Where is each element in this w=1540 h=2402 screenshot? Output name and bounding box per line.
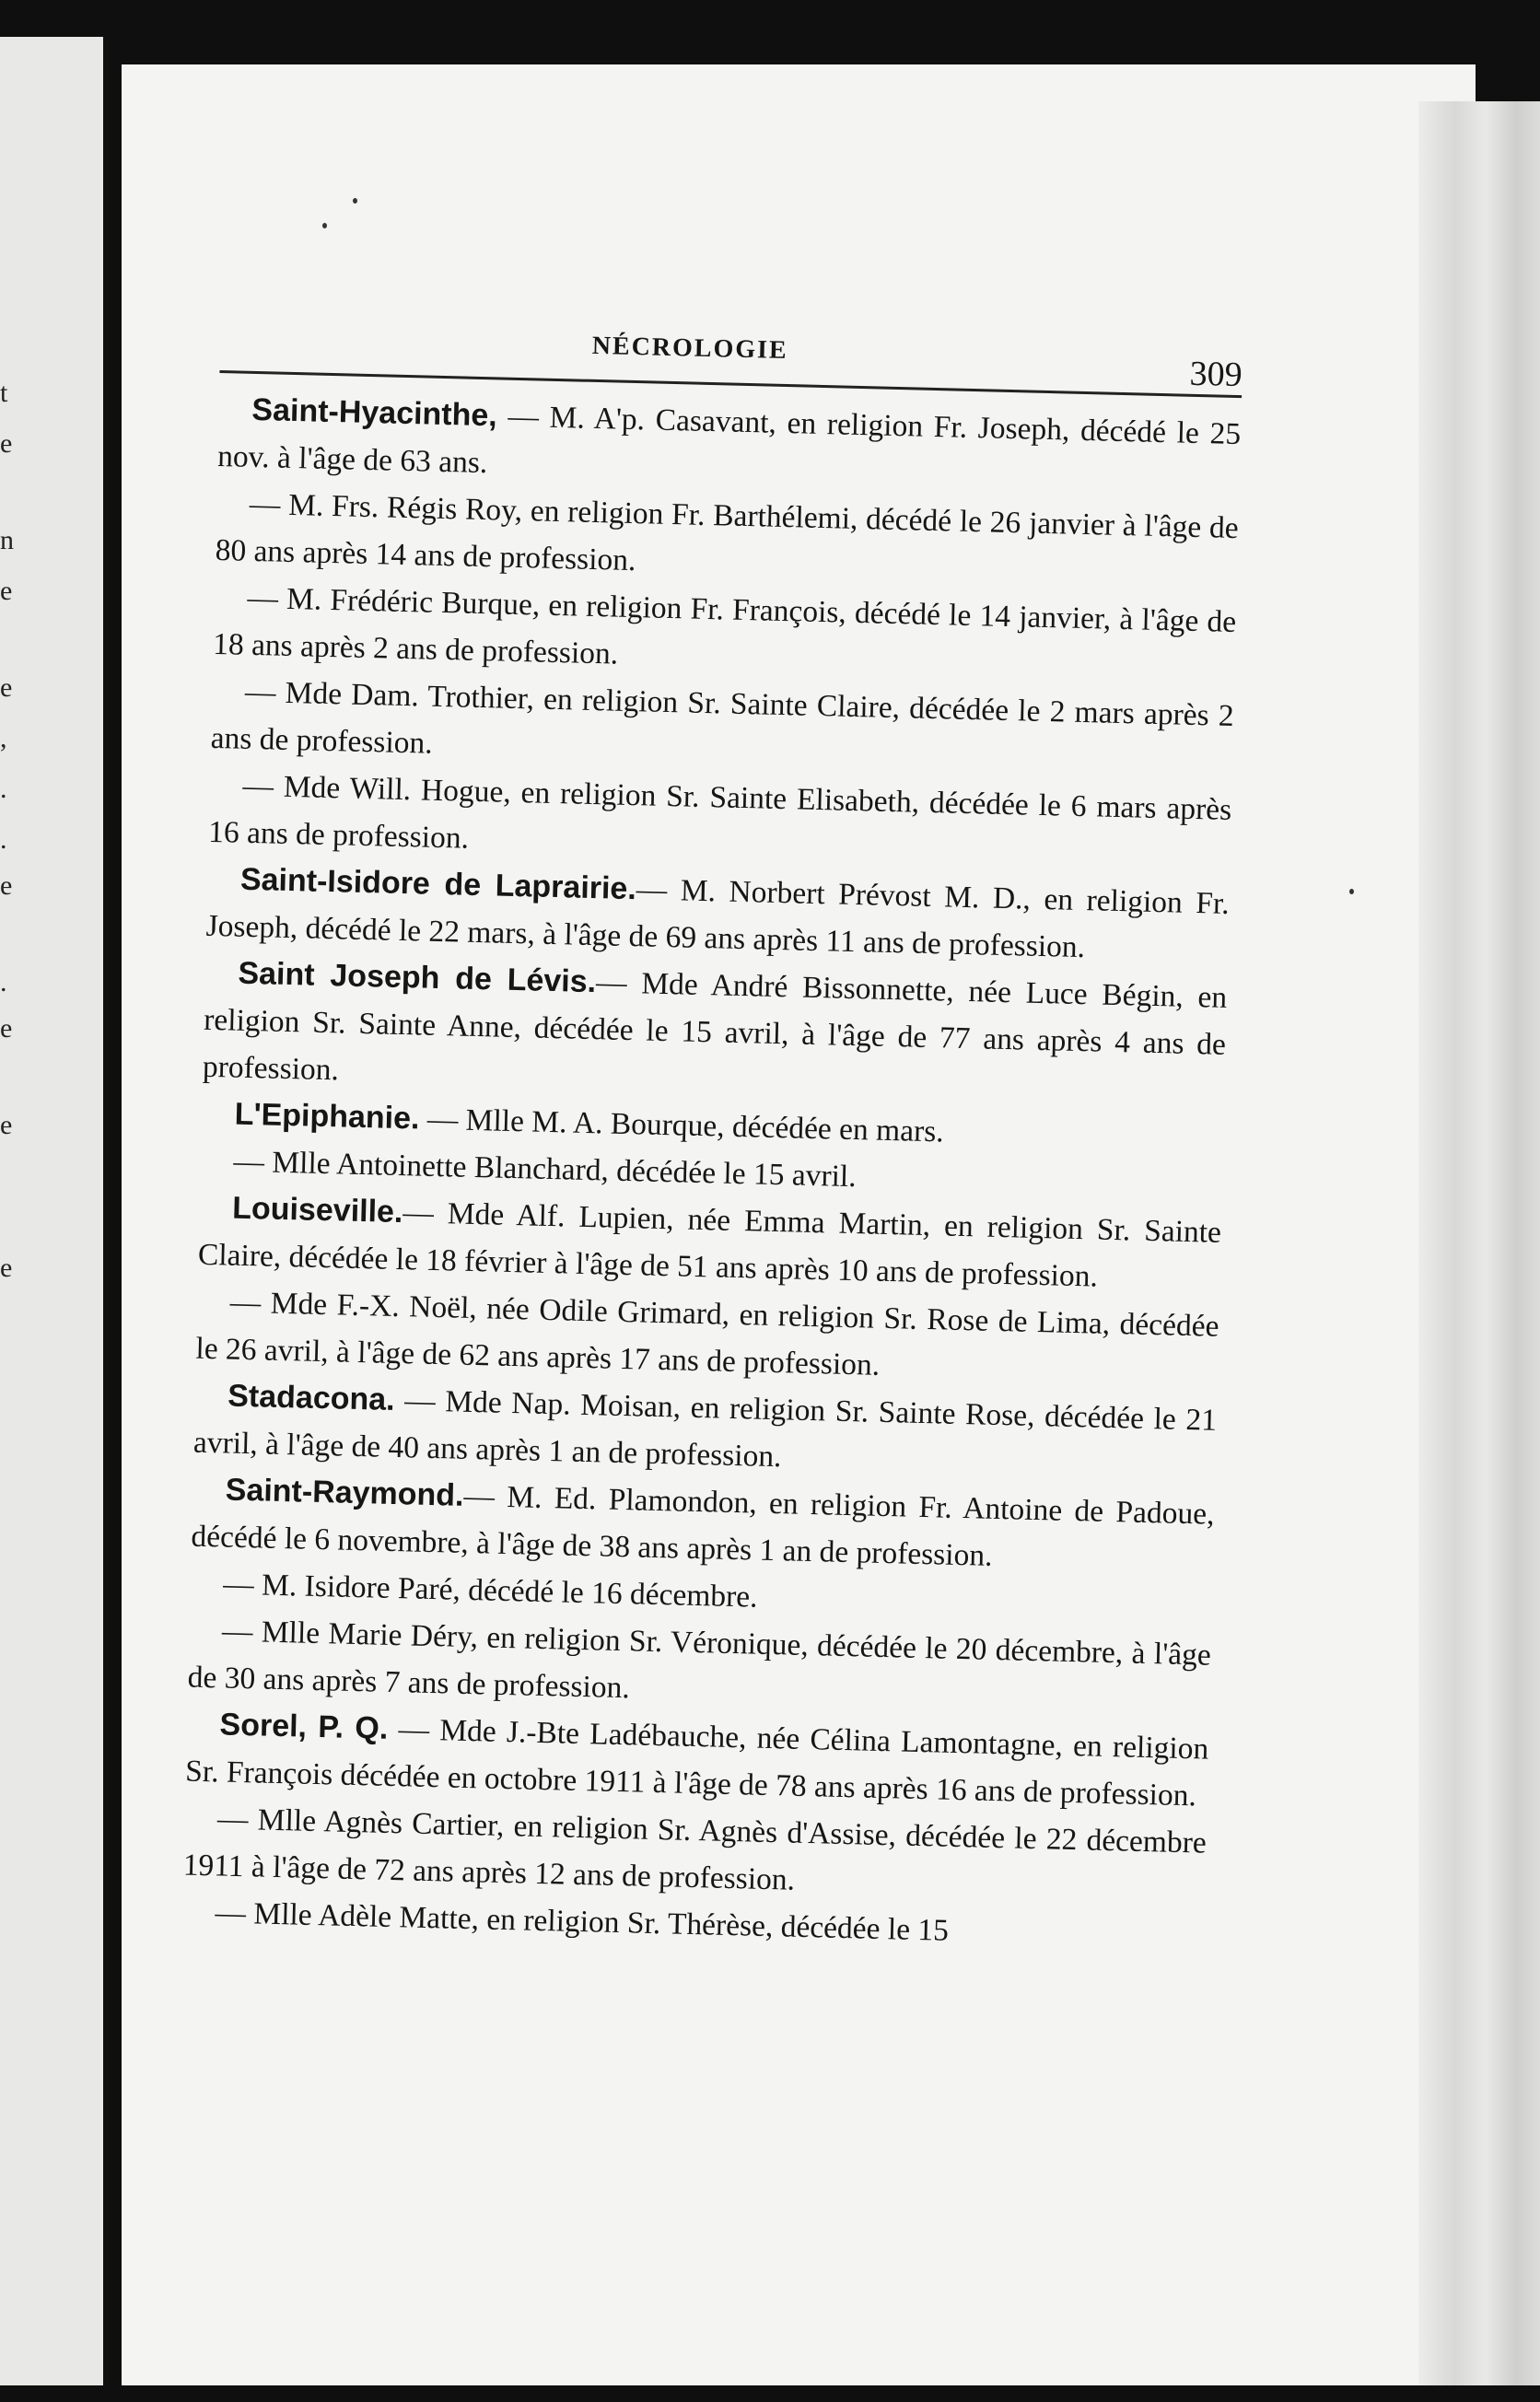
- left-page-edge: [0, 37, 103, 2385]
- entry-text: — Mlle Agnès Cartier, en religion Sr. Agnès d'Assise, décédée le 22 décembre 1911 à l'âge de 72 ans après 12 ans de profession.: [182, 1802, 1208, 1897]
- entry-place: L'Epiphanie.: [234, 1096, 420, 1137]
- entry-place: Sorel, P. Q.: [219, 1707, 389, 1746]
- left-page-fragment: e: [0, 1253, 13, 1283]
- entry-text: — Mlle M. A. Bourque, décédée en mars.: [418, 1102, 945, 1149]
- paper-speck: [1349, 889, 1354, 894]
- entry-text: — M. Isidore Paré, décédé le 16 décembre.: [222, 1567, 759, 1615]
- page-stack-edge: [1418, 101, 1540, 2385]
- left-page-fragment: ,: [0, 723, 7, 753]
- entry-place: Saint Joseph de Lévis.: [238, 955, 597, 1000]
- entry-place: Stadacona.: [227, 1378, 396, 1417]
- entry-text: — M. Frs. Régis Roy, en religion Fr. Barthélemi, décédé le 26 janvier à l'âge de 80 ans après 14 ans de profession.: [215, 486, 1240, 578]
- paper-speck: [353, 198, 357, 204]
- left-page-fragment: e: [0, 576, 13, 606]
- page-number: 309: [1189, 354, 1243, 395]
- entry-text: — Mde J.-Bte Ladébauche, née Célina Lamontagne, en religion Sr. François décédée en octobre 1911 à l'âge de 78 ans après 16 ans de profession.: [184, 1711, 1209, 1813]
- entry: [202, 950, 1227, 1115]
- left-page-fragment: e: [0, 1013, 13, 1044]
- entry-text: — Mde Dam. Trothier, en religion Sr. Sainte Claire, décédée le 2 mars après 2 ans de profession.: [210, 674, 1235, 761]
- running-title: NÉCROLOGIE: [591, 331, 789, 366]
- paper-speck: [322, 223, 327, 228]
- left-page-fragment: e: [0, 870, 13, 901]
- left-page-fragment: .: [0, 774, 7, 804]
- entry-text: — Mlle Marie Déry, en religion Sr. Véronique, décédée le 20 décembre, à l'âge de 30 ans après 7 ans de profession.: [187, 1614, 1212, 1706]
- left-page-fragment: n: [0, 525, 14, 555]
- entry-text: — Mde Alf. Lupien, née Emma Martin, en religion Sr. Sainte Claire, décédée le 18 février à l'âge de 51 ans après 10 ans de profession.: [197, 1195, 1222, 1294]
- entry-text: — Mlle Adèle Matte, en religion Sr. Thérèse, décédée le 15: [215, 1895, 950, 1948]
- entry-text: — Mlle Antoinette Blanchard, décédée le 15 avril.: [233, 1144, 858, 1195]
- entry-text: — M. Ed. Plamondon, en religion Fr. Antoine de Padoue, décédé le 6 novembre, à l'âge de 38 ans après 1 an de profession.: [191, 1478, 1215, 1573]
- entry-place: Saint-Isidore de Laprairie.: [239, 861, 637, 907]
- left-page-fragment: e: [0, 672, 13, 703]
- entry-place: Louiseville.: [231, 1190, 403, 1230]
- entry-place: Saint-Raymond.: [225, 1472, 464, 1513]
- left-page-fragment: e: [0, 428, 13, 459]
- page-content: [181, 313, 1243, 1961]
- entry-text: — Mde Nap. Moisan, en religion Sr. Sainte Rose, décédée le 21 avril, à l'âge de 40 ans après 1 an de profession.: [192, 1382, 1218, 1475]
- entry-text: — M. Norbert Prévost M. D., en religion Fr. Joseph, décédé le 22 mars, à l'âge de 69 ans après 11 ans de profession.: [205, 872, 1231, 965]
- left-page-fragment: .: [0, 967, 7, 997]
- entry-text: — Mde F.-X. Noël, née Odile Grimard, en religion Sr. Rose de Lima, décédée le 26 avril, à l'âge de 62 ans après 17 ans de profession.: [195, 1285, 1219, 1382]
- entry-place: Saint-Hyacinthe,: [251, 391, 498, 434]
- left-page-fragment: t: [0, 378, 8, 408]
- left-page-fragment: .: [0, 824, 7, 855]
- entry-text: — M. A'p. Casavant, en religion Fr. Joseph, décédé le 25 nov. à l'âge de 63 ans.: [216, 399, 1242, 481]
- entry-text: — Mde Will. Hogue, en religion Sr. Sainte Elisabeth, décédée le 6 mars après 16 ans de profession.: [207, 768, 1232, 856]
- entry-text: — Mde André Bissonnette, née Luce Bégin, en religion Sr. Sainte Anne, décédée le 15 avril, à l'âge de 77 ans après 4 ans de profession.: [202, 965, 1228, 1088]
- left-page-fragment: e: [0, 1110, 13, 1140]
- entry-text: — M. Frédéric Burque, en religion Fr. François, décédé le 14 janvier, à l'âge de 18 ans après 2 ans de profession.: [212, 580, 1237, 671]
